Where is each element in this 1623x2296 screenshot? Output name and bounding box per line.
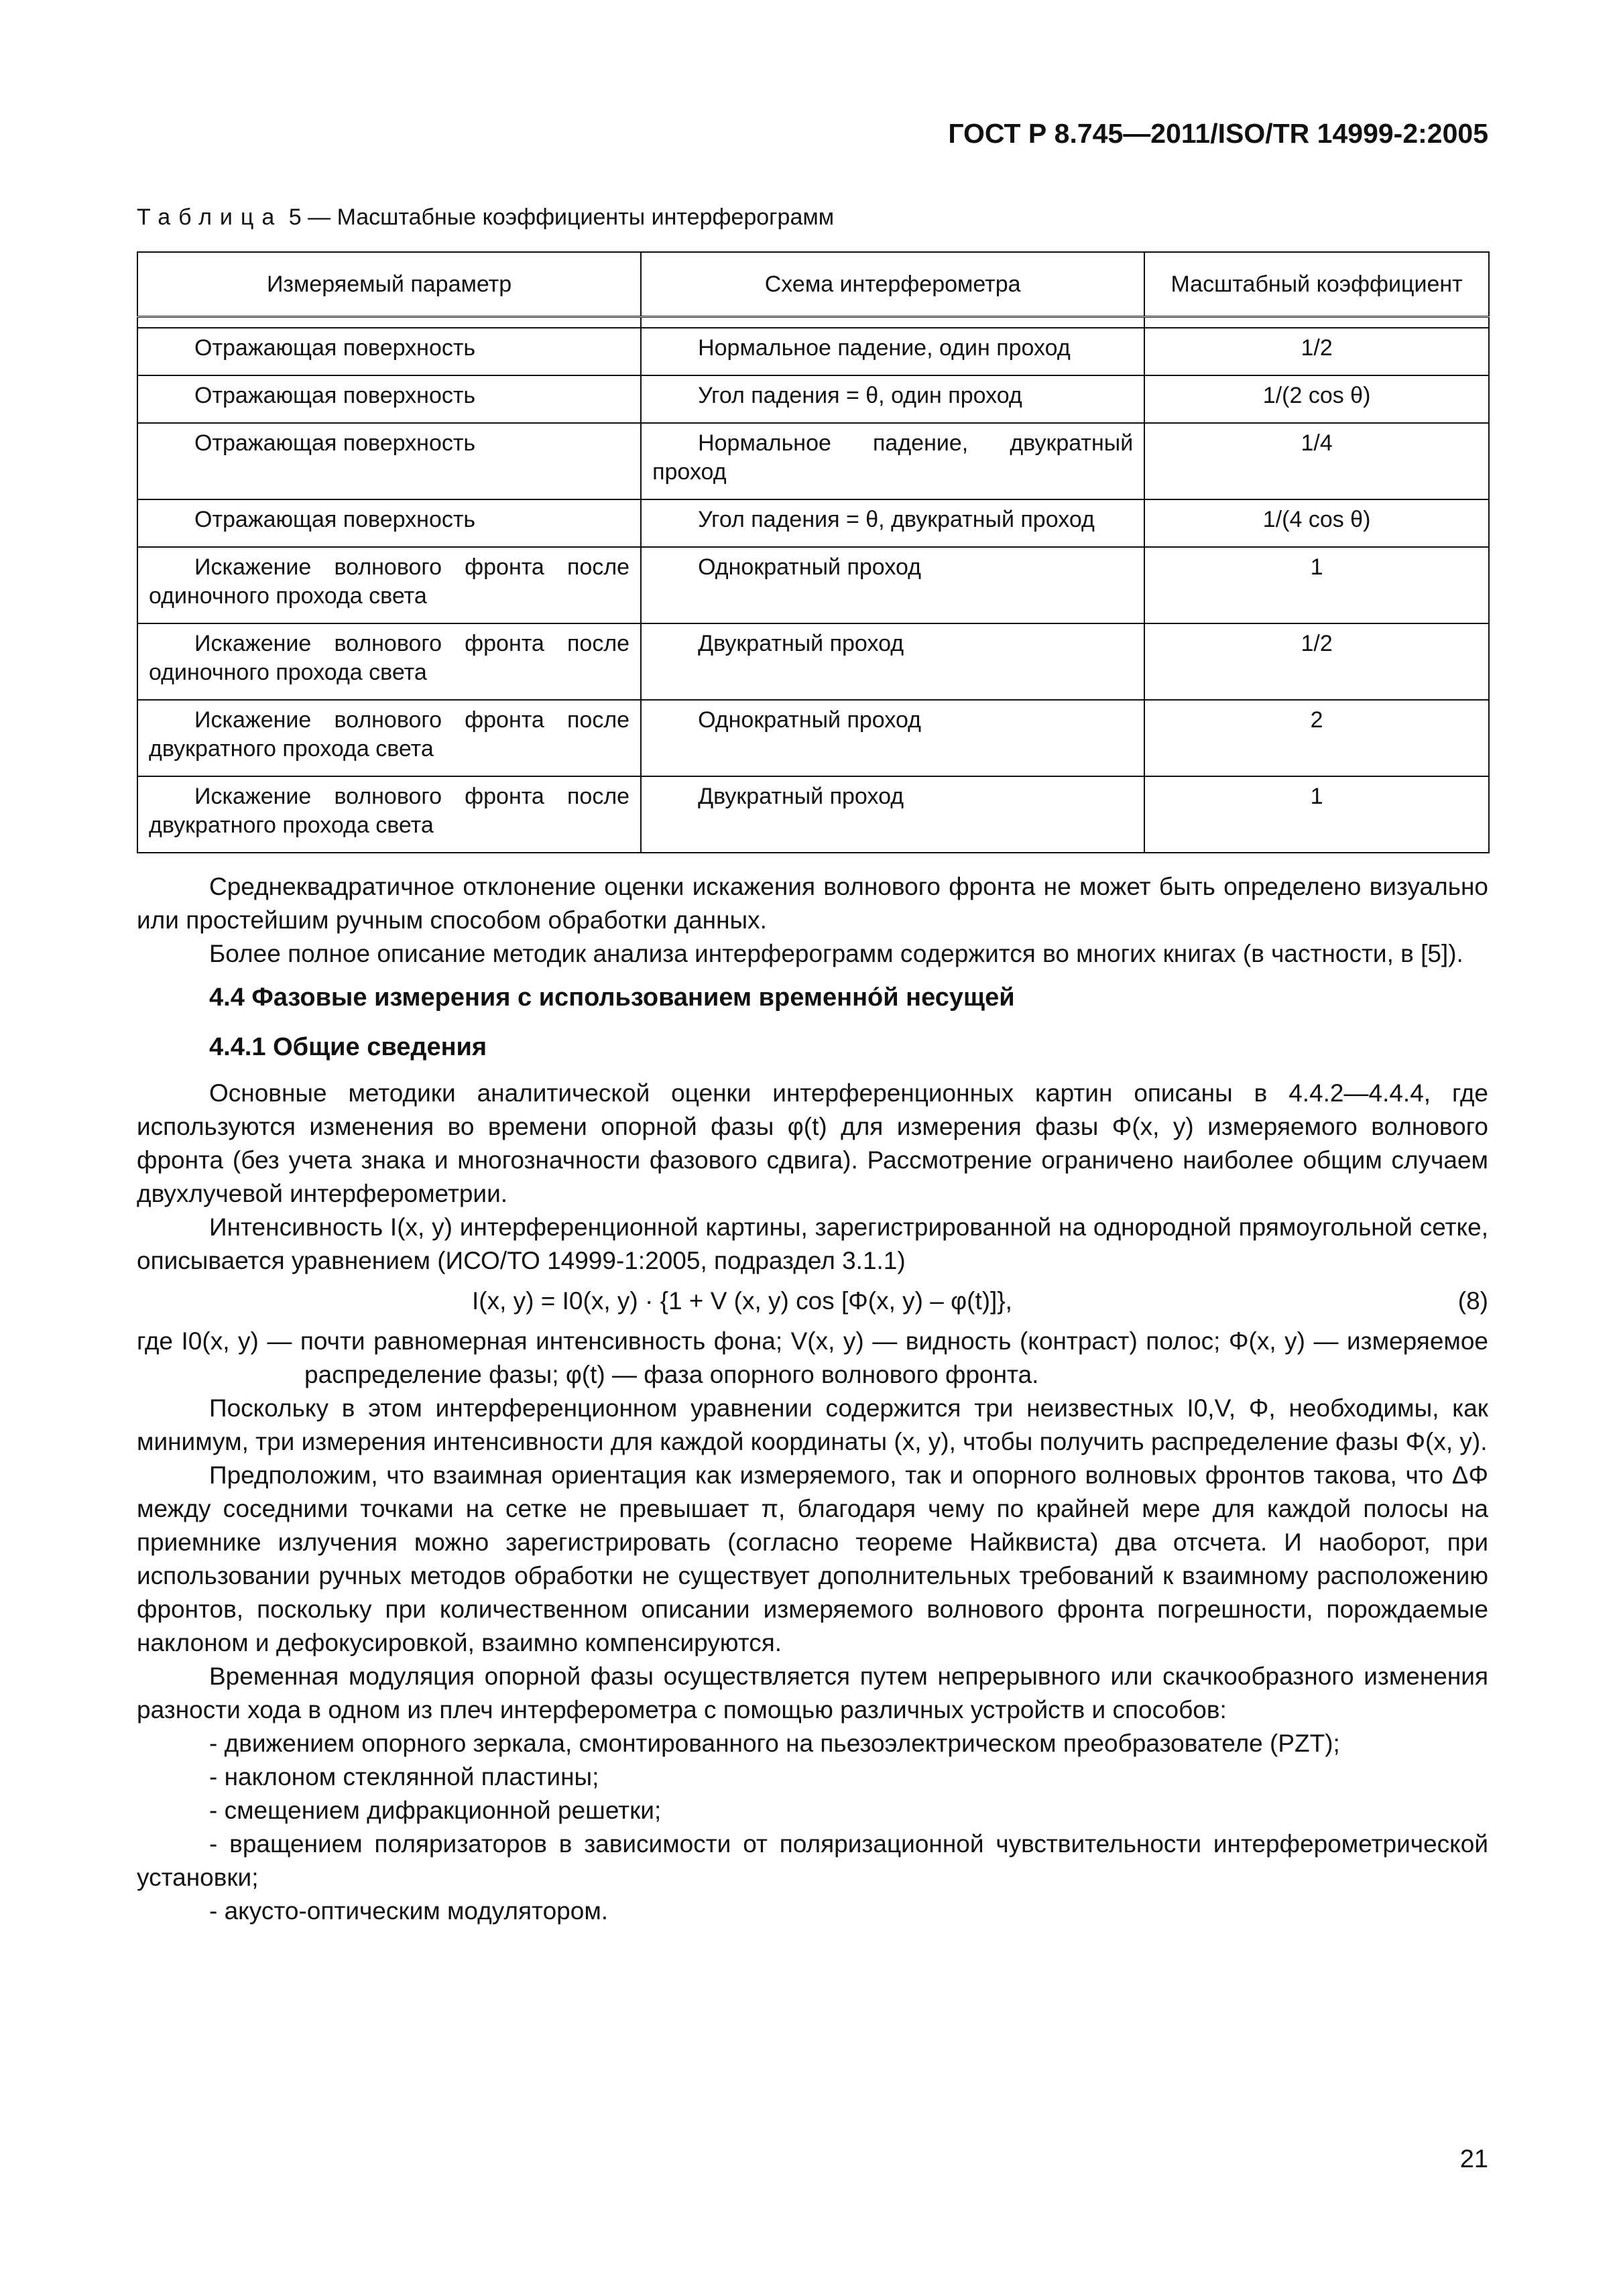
table-header-separator — [137, 317, 1489, 328]
table-caption-text: 5 — Масштабные коэффициенты интерферограмм — [288, 204, 835, 230]
document-code-header: ГОСТ Р 8.745—2011/ISO/TR 14999-2:2005 — [948, 118, 1488, 149]
scale-factors-table — [137, 251, 1490, 853]
equation — [137, 1278, 1488, 1325]
table-row — [137, 547, 1489, 623]
table-cell: Двукратный проход — [641, 776, 1144, 853]
list-item: - смещением дифракционной решетки; — [209, 1797, 662, 1824]
table-row — [137, 328, 1489, 375]
table-cell: 2 — [1144, 700, 1489, 776]
column-header: Схема интерферометра — [641, 252, 1144, 317]
table-cell: Отражающая поверхность — [137, 328, 641, 375]
list-item: - движением опорного зеркала, смонтированного на пьезоэлектрическом преобразователе (PZT); — [209, 1730, 1340, 1757]
table-cell: Искажение волнового фронта после одиночного прохода света — [137, 623, 641, 700]
paragraph: Среднеквадратичное отклонение оценки искажения волнового фронта не может быть определено визуально или простейшим ручным способом обработки данных. — [137, 873, 1488, 934]
table-cell: Угол падения = θ, двукратный проход — [641, 499, 1144, 547]
table-cell: Двукратный проход — [641, 623, 1144, 700]
table-cell: Однократный проход — [641, 547, 1144, 623]
table-cell: Искажение волнового фронта после двукратного прохода света — [137, 700, 641, 776]
paragraph: Более полное описание методик анализа интерферограмм содержится во многих книгах (в частности, в [5]). — [209, 940, 1463, 967]
table-cell: Отражающая поверхность — [137, 375, 641, 423]
table-cell: 1 — [1144, 776, 1489, 853]
table-header-row — [137, 252, 1489, 317]
table-cell: Отражающая поверхность — [137, 499, 641, 547]
paragraph: Предположим, что взаимная ориентация как измеряемого, так и опорного волновых фронтов такова, что ΔΦ между соседними точками на сетке не превышает π, благодаря чему по крайней мере для каждой полосы на приемнике излучения можно зарегистрировать (согласно теореме Найквиста) два отсчета. И наоборот, при использовании ручных методов обработки не существует дополнительных требований к взаимному расположению фронтов, поскольку при количественном описании измеряемого волнового фронта погрешности, порождаемые наклоном и дефокусировкой, взаимно компенсируются. — [137, 1461, 1488, 1656]
table-cell: 1/2 — [1144, 623, 1489, 700]
table-cell: 1/4 — [1144, 423, 1489, 499]
table-cell: 1 — [1144, 547, 1489, 623]
table-cell: Нормальное падение, один проход — [641, 328, 1144, 375]
table-row — [137, 423, 1489, 499]
table-cell: Искажение волнового фронта после одиночного прохода света — [137, 547, 641, 623]
list-item: - вращением поляризаторов в зависимости от поляризационной чувствительности интерферометрической установки; — [137, 1830, 1488, 1891]
paragraph: Основные методики аналитической оценки интерференционных картин описаны в 4.4.2—4.4.4, где используются изменения во времени опорной фазы φ(t) для измерения фазы Φ(x, y) измеряемого волнового фронта (без учета знака и многозначности фазового сдвига). Рассмотрение ограничено наиболее общим случаем двухлучевой интерферометрии. — [137, 1079, 1488, 1207]
table-cell: Отражающая поверхность — [137, 423, 641, 499]
table-cell: Угол падения = θ, один проход — [641, 375, 1144, 423]
column-header: Измеряемый параметр — [137, 252, 641, 317]
list-item: - акусто-оптическим модулятором. — [209, 1897, 609, 1925]
paragraph: Интенсивность I(x, y) интерференционной картины, зарегистрированной на однородной прямоугольной сетке, описывается уравнением (ИСО/ТО 14999-1:2005, подраздел 3.1.1) — [137, 1213, 1488, 1274]
table-cell: Нормальное падение, двукратный проход — [641, 423, 1144, 499]
table-caption-prefix: Таблица — [137, 204, 283, 230]
section-heading: 4.4 Фазовые измерения с использованием временно́й несущей — [209, 983, 1015, 1012]
list-item: - наклоном стеклянной пластины; — [209, 1763, 599, 1791]
equation-number: (8) — [1457, 1287, 1488, 1315]
paragraph: где I0(x, y) — почти равномерная интенсивность фона; V(x, y) — видность (контраст) полос; Φ(x, y) — измеряемое распределение фазы; φ(t) — фаза опорного волнового фронта. — [137, 1327, 1488, 1388]
table-caption — [137, 201, 1343, 233]
table-cell: 1/2 — [1144, 328, 1489, 375]
table-row — [137, 375, 1489, 423]
table-cell: Однократный проход — [641, 700, 1144, 776]
page-number: 21 — [1459, 2145, 1488, 2173]
paragraph: Поскольку в этом интерференционном уравнении содержится три неизвестных I0,V, Φ, необходимы, как минимум, три измерения интенсивности для каждой координаты (x, y), чтобы получить распределение фазы Φ(x, y). — [137, 1394, 1488, 1455]
table-row — [137, 700, 1489, 776]
equation-expression: I(x, y) = I0(x, y) · {1 + V (x, y) cos [Φ(x, y) – φ(t)]}, — [472, 1287, 1012, 1315]
paragraph: Временная модуляция опорной фазы осуществляется путем непрерывного или скачкообразного изменения разности хода в одном из плеч интерферометра с помощью различных устройств и способов: — [137, 1663, 1488, 1724]
column-header: Масштабный коэффициент — [1144, 252, 1489, 317]
table-cell: 1/(2 cos θ) — [1144, 375, 1489, 423]
table-row — [137, 776, 1489, 853]
table-row — [137, 499, 1489, 547]
subsection-heading: 4.4.1 Общие сведения — [209, 1033, 487, 1061]
table-cell: Искажение волнового фронта после двукратного прохода света — [137, 776, 641, 853]
table-row — [137, 623, 1489, 700]
table-cell: 1/(4 cos θ) — [1144, 499, 1489, 547]
body-text — [137, 870, 1488, 1928]
